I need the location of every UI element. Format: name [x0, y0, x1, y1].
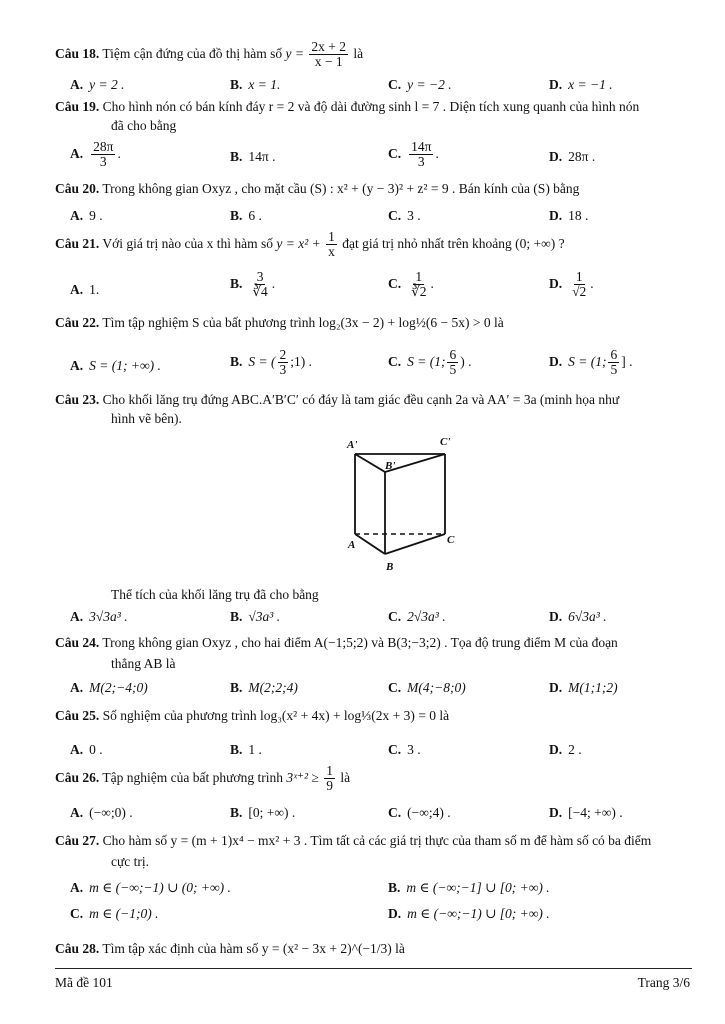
q22-option-a: A. S = (1; +∞) .	[70, 358, 161, 373]
q26-option-b: B. [0; +∞) .	[230, 805, 296, 820]
q27-option-b: B. m ∈ (−∞;−1] ∪ [0; +∞) .	[388, 880, 550, 895]
q25-option-a: A. 0 .	[70, 742, 103, 757]
question-21: Câu 21. Với giá trị nào của x thì hàm số y = x² + $\frac{1}{x}$ đạt giá trị nhỏ nhất trên khoảng (0; +∞) ?	[55, 229, 565, 260]
q26-option-c: C. (−∞;4) .	[388, 805, 451, 820]
question-23-prompt: Thể tích của khối lăng trụ đã cho bằng	[111, 587, 319, 602]
footer-page-number: Trang 3/6	[637, 975, 690, 990]
q22-option-d: D. S = (1; $\frac{6}{5}$ ] .	[549, 347, 633, 378]
q23-option-c: C. 2√3a³ .	[388, 609, 446, 624]
q20-option-c: C. 3 .	[388, 208, 421, 223]
q21-option-b: B. $\frac{3}{∛4}$ .	[230, 269, 276, 300]
question-25: Câu 25. Số nghiệm của phương trình log₃(x² + 4x) + log⅓(2x + 3) = 0 là	[55, 708, 450, 723]
q18-option-c: C. y = −2 .	[388, 77, 452, 92]
q27-option-d: D. m ∈ (−∞;−1) ∪ [0; +∞) .	[388, 906, 550, 921]
q24-option-d: D. M(1;1;2)	[549, 680, 618, 695]
q20-option-d: D. 18 .	[549, 208, 589, 223]
q25-option-b: B. 1 .	[230, 742, 262, 757]
q26-fraction: $\frac{1}{9}$	[326, 763, 333, 794]
q19-option-a: A. $\frac{28\pi}{3}$ .	[70, 139, 121, 170]
q18-option-d: D. x = −1 .	[549, 77, 613, 92]
question-24-cont: thẳng AB là	[111, 656, 176, 671]
question-27-cont: cực trị.	[111, 854, 150, 869]
question-23: Câu 23. Cho khối lăng trụ đứng ABC.A′B′C′ có đáy là tam giác đều cạnh 2a và AA′ = 3a (minh họa như	[55, 392, 620, 407]
question-28: Câu 28. Tìm tập xác định của hàm số y = (x² − 3x + 2)^(−1/3) là	[55, 941, 405, 956]
label-b1: B'	[385, 460, 396, 472]
q20-option-b: B. 6 .	[230, 208, 262, 223]
question-22: Câu 22. Tìm tập nghiệm S của bất phương trình log₂(3x − 2) + log½(6 − 5x) > 0 là	[55, 315, 504, 330]
q23-option-b: B. √3a³ .	[230, 609, 281, 624]
label-c1: C'	[440, 436, 451, 448]
question-19-cont: đã cho bằng	[111, 118, 177, 133]
q19-option-d: D. 28π .	[549, 149, 596, 164]
question-23-cont: hình vẽ bên).	[111, 411, 182, 426]
q24-option-a: A. M(2;−4;0)	[70, 680, 148, 695]
label-a1: A'	[347, 439, 358, 451]
q19-option-b: B. 14π .	[230, 149, 276, 164]
label-b: B	[386, 561, 394, 573]
q25-option-d: D. 2 .	[549, 742, 582, 757]
q27-option-c: C. m ∈ (−1;0) .	[70, 906, 159, 921]
q19-option-c: C. $\frac{14\pi}{3}$ .	[388, 139, 439, 170]
q24-option-c: C. M(4;−8;0)	[388, 680, 466, 695]
q18-option-b: B. x = 1.	[230, 77, 281, 92]
q26-option-d: D. [−4; +∞) .	[549, 805, 623, 820]
q20-option-a: A. 9 .	[70, 208, 103, 223]
q25-option-c: C. 3 .	[388, 742, 421, 757]
question-18: Câu 18. Tiệm cận đứng của đồ thị hàm số y = $\frac{2x + 2}{x - 1}$ là	[55, 39, 364, 70]
q21-option-c: C. $\frac{1}{∛2}$ .	[388, 269, 434, 300]
q18-fraction: $\frac{2x + 2}{x - 1}$	[311, 39, 346, 70]
q27-option-a: A. m ∈ (−∞;−1) ∪ (0; +∞) .	[70, 880, 231, 895]
question-26: Câu 26. Tập nghiệm của bất phương trình 3ˣ⁺² ≥ $\frac{1}{9}$ là	[55, 763, 351, 794]
prism-figure	[340, 432, 465, 574]
q21-option-a: A. 1.	[70, 282, 100, 297]
footer-exam-code: Mã đề 101	[55, 975, 113, 990]
question-24: Câu 24. Trong không gian Oxyz , cho hai điểm A(−1;5;2) và B(3;−3;2) . Tọa độ trung điểm M của đoạn	[55, 635, 618, 650]
q22-option-c: C. S = (1; $\frac{6}{5}$ ) .	[388, 347, 472, 378]
q26-option-a: A. (−∞;0) .	[70, 805, 133, 820]
question-20: Câu 20. Trong không gian Oxyz , cho mặt cầu (S) : x² + (y − 3)² + z² = 9 . Bán kính của (S) bằng	[55, 181, 580, 196]
q22-option-b: B. S = ( $\frac{2}{3}$ ;1) .	[230, 347, 312, 378]
q24-option-b: B. M(2;2;4)	[230, 680, 298, 695]
label-c: C	[447, 534, 455, 546]
q18-option-a: A. y = 2 .	[70, 77, 125, 92]
q23-option-a: A. 3√3a³ .	[70, 609, 128, 624]
question-19: Câu 19. Cho hình nón có bán kính đáy r = 2 và độ dài đường sinh l = 7 . Diện tích xung quanh của hình nón	[55, 99, 640, 114]
q21-option-d: D. $\frac{1}{√2}$ .	[549, 269, 594, 300]
q21-fraction: $\frac{1}{x}$	[328, 229, 335, 260]
question-27: Câu 27. Cho hàm số y = (m + 1)x⁴ − mx² + 3 . Tìm tất cả các giá trị thực của tham số m để hàm số có ba điểm	[55, 833, 652, 848]
q23-option-d: D. 6√3a³ .	[549, 609, 607, 624]
footer-divider	[55, 968, 692, 969]
label-a: A	[348, 539, 356, 551]
